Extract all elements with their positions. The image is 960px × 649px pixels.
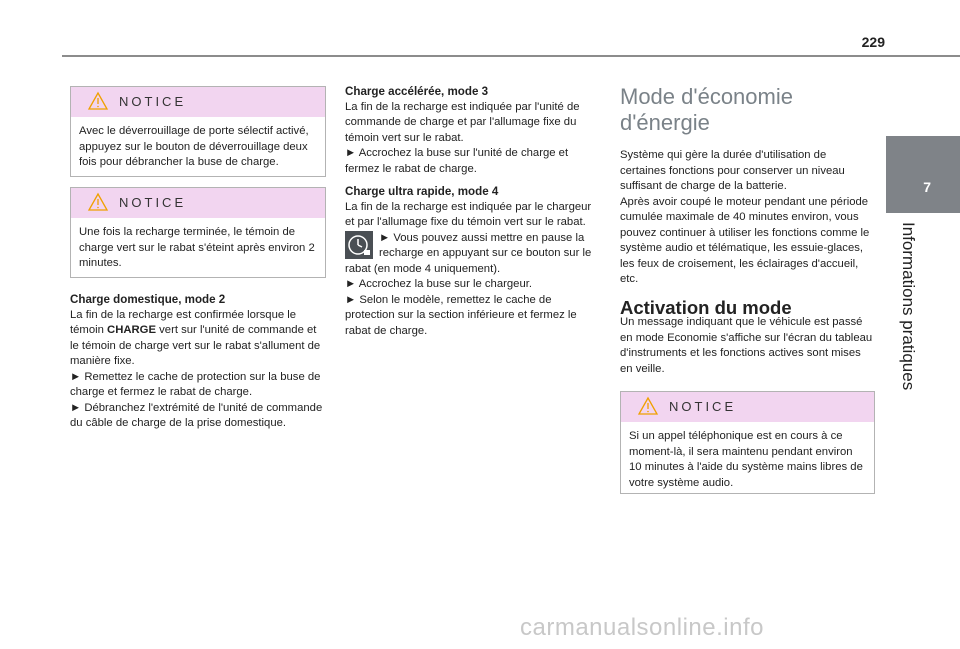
- notice-box: [70, 86, 326, 177]
- notice-text: Si un appel téléphonique est en cours à ce moment-là, il sera maintenu pendant environ 10 minutes à l'aide du système mains libres de votre système audio.: [629, 430, 863, 489]
- notice-box: [70, 187, 326, 278]
- watermark: carmanualsonline.info: [520, 614, 764, 641]
- section-heading: Charge accélérée, mode 3: [345, 85, 489, 98]
- bullet-item: ► Selon le modèle, remettez le cache de protection sur la section inférieure et fermez le rabat de charge.: [345, 293, 577, 337]
- bullet-item: ► Accrochez la buse sur le chargeur.: [345, 278, 533, 290]
- text-span: vert sur l'unité de commande et le témoin de charge vert sur le rabat s'allument de manière fixe.: [70, 324, 321, 367]
- paragraph: Après avoir coupé le moteur pendant une période cumulée maximale de 40 minutes environ, vous pouvez continuer à utiliser les fonctions comme le système audio et télématique, les essuie-glaces, les feux de croisement, les éclairages d'accueil, etc.: [620, 195, 870, 285]
- column-right: [620, 84, 875, 494]
- paragraph: Un message indiquant que le véhicule est passé en mode Economie s'affiche sur l'écran du tableau d'instruments et les fonctions actives sont mises en veille.: [620, 316, 873, 375]
- pause-charge-button-icon: [345, 231, 373, 259]
- text-span: La fin de la recharge est confirmée lorsque le témoin: [70, 308, 297, 336]
- bullet-item: ► Accrochez la buse sur l'unité de charge et fermez le rabat de charge.: [345, 147, 569, 175]
- notice-title: NOTICE: [119, 195, 187, 210]
- paragraph: Système qui gère la durée d'utilisation de certaines fonctions pour conserver un niveau suffisant de charge de la batterie.: [620, 149, 845, 192]
- page-title: [620, 84, 875, 136]
- column-middle: [345, 84, 601, 339]
- paragraph: ► Vous pouvez aussi mettre en pause la recharge en appuyant sur ce bouton sur le rabat (en mode 4 uniquement).: [345, 231, 592, 275]
- notice-text: Une fois la recharge terminée, le témoin de charge vert sur le rabat s'éteint après environ 2 minutes.: [79, 226, 315, 269]
- page-number: 229: [861, 34, 885, 50]
- section-heading: Charge domestique, mode 2: [70, 293, 226, 306]
- warning-icon: [637, 396, 659, 416]
- notice-header: [621, 392, 874, 422]
- paragraph: [70, 308, 326, 370]
- charge-label: CHARGE: [107, 324, 157, 336]
- pause-instruction: [345, 231, 601, 278]
- section-heading: Charge ultra rapide, mode 4: [345, 185, 499, 198]
- section-title: Activation du mode: [620, 296, 792, 318]
- bullet-item: ► Débranchez l'extrémité de l'unité de commande du câble de charge de la prise domestique.: [70, 401, 323, 429]
- notice-title: NOTICE: [119, 94, 187, 109]
- notice-header: [71, 87, 325, 117]
- notice-box: [620, 391, 875, 494]
- paragraph: La fin de la recharge est indiquée par le chargeur et par l'allumage fixe du témoin vert sur le rabat.: [345, 200, 592, 228]
- title-line: d'énergie: [620, 110, 710, 135]
- notice-title: NOTICE: [669, 399, 737, 414]
- header-rule: [62, 55, 960, 57]
- title-line: Mode d'économie: [620, 84, 793, 109]
- notice-header: [71, 188, 325, 218]
- paragraph: La fin de la recharge est indiquée par l'unité de commande de charge et par l'allumage fixe du témoin vert sur le rabat.: [345, 100, 580, 144]
- chapter-label: Informations pratiques: [899, 222, 918, 391]
- warning-icon: [87, 192, 109, 212]
- warning-icon: [87, 91, 109, 111]
- chapter-number: 7: [923, 179, 931, 195]
- notice-text: Avec le déverrouillage de porte sélectif activé, appuyez sur le bouton de déverrouillage deux fois pour débrancher la buse de charge.: [79, 125, 309, 168]
- bullet-item: ► Remettez le cache de protection sur la buse de charge et fermez le rabat de charge.: [70, 370, 321, 398]
- column-left: [70, 86, 326, 432]
- chapter-tab: [886, 136, 960, 213]
